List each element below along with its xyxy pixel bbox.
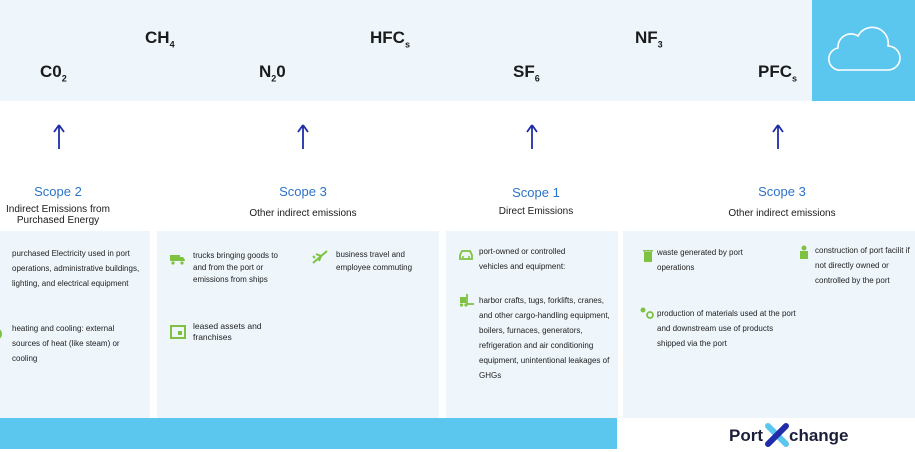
heat-icon [0,327,4,345]
item-trucks: trucks bringing goods to and from the port or emissions from ships [193,251,278,284]
gas-co2: $C0_2$ [40,62,67,84]
cloud-icon [828,22,902,74]
trash-icon [643,249,653,267]
airplane-icon [312,250,328,269]
cloud-panel [812,0,915,101]
logo-word-right: change [789,426,849,445]
item-construction: construction of port facilit if not directly owned or controlled by the port [815,246,910,285]
scope-title: Scope 2 [34,184,82,199]
gas-sf6: $SF_6$ [513,62,540,84]
scope-title: Scope 3 [279,184,327,199]
gas-ch4: $CH_4$ [145,28,175,50]
building-icon [170,325,186,344]
forklift-icon [458,293,476,312]
car-icon [458,248,474,266]
port-x-change-logo [617,418,915,452]
gas-n2o: $N_20$ [259,62,286,84]
scope-description: Indirect Emissions from Purchased Energy [6,204,110,226]
arrow-up-icon [297,124,309,150]
scope-description: Other indirect emissions [728,208,836,219]
arrow-up-icon [53,124,65,150]
gas-pfcs: $PFC_s$ [758,62,798,84]
bottom-accent-bar [0,418,617,449]
item-business-travel: business travel and employee commuting [336,250,413,272]
scope-title: Scope 3 [758,184,806,199]
item-production-materials: production of materials used at the port and downstream use of products shipped via the port [657,309,796,348]
gas-nf3: $NF_3$ [635,28,663,50]
scope-description: Other indirect emissions [249,208,357,219]
arrow-up-icon [526,124,538,150]
item-purchased-electricity: purchased Electricity used in port operations, administrative buildings, lighting, and electrical equipment [12,249,140,288]
logo-word-left: Port [729,426,763,445]
truck-icon [170,252,186,270]
item-heating-cooling: heating and cooling: external sources of heat (like steam) or cooling [12,324,120,363]
item-port-vehicles: port-owned or controlled vehicles and equipment: [479,247,566,271]
gas-hfcs: $HFC_s$ [370,28,410,50]
x-mark-icon [765,423,789,447]
gas-band [0,0,812,101]
item-leased-assets: leased assets and franchises [193,321,262,342]
worker-icon [798,245,810,264]
item-harbor-equipment: harbor crafts, tugs, forklifts, cranes, and other cargo-handling equipment, boilers, furnaces, generators, refrigeration and air conditioning equipment, unintentional leakages of GHGs [479,296,610,380]
materials-icon [640,306,654,324]
scope-description: Direct Emissions [498,206,574,217]
arrow-up-icon [772,124,784,150]
item-waste: waste generated by port operations [657,248,743,272]
scope-title: Scope 1 [512,185,560,200]
